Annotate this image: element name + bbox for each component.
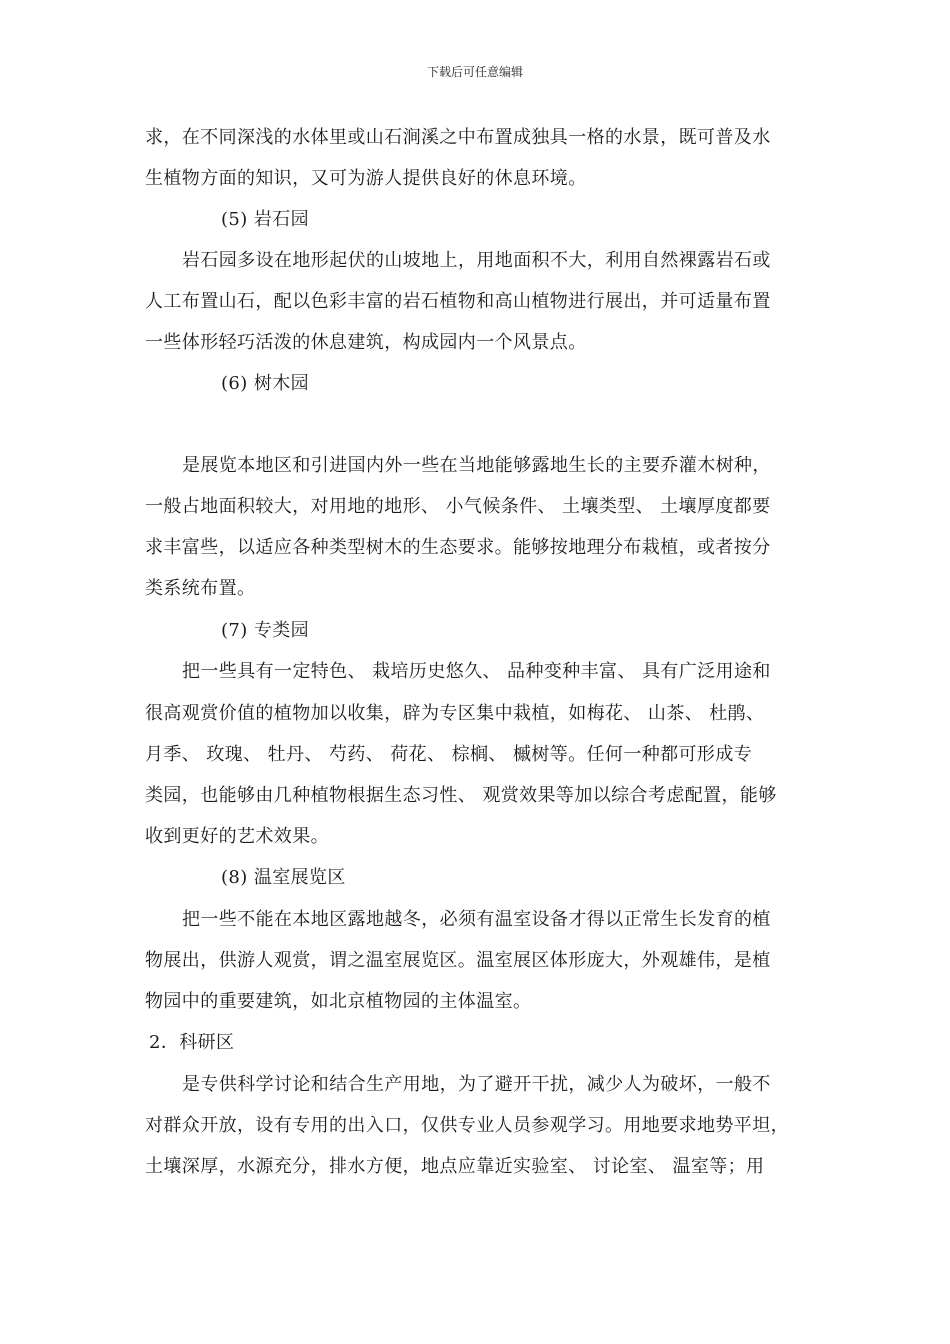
section-heading-rock-garden: (5) 岩石园 bbox=[221, 209, 310, 230]
body-line: 是专供科学讨论和结合生产用地，为了避开干扰，减少人为破坏，一般不 bbox=[182, 1074, 771, 1095]
body-line: 生植物方面的知识，又可为游人提供良好的休息环境。 bbox=[145, 168, 587, 189]
body-line: 求，在不同深浅的水体里或山石涧溪之中布置成独具一格的水景，既可普及水 bbox=[145, 127, 771, 148]
body-line: 是展览本地区和引进国内外一些在当地能够露地生长的主要乔灌木树种， bbox=[182, 455, 771, 476]
body-line: 物展出，供游人观赏，谓之温室展览区。温室展区体形庞大，外观雄伟，是植 bbox=[145, 950, 771, 971]
body-line: 求丰富些，以适应各种类型树木的生态要求。能够按地理分布栽植，或者按分 bbox=[145, 537, 771, 558]
body-line: 把一些不能在本地区露地越冬，必须有温室设备才得以正常生长发育的植 bbox=[182, 909, 771, 930]
section-heading-greenhouse: (8) 温室展览区 bbox=[221, 867, 346, 888]
body-line: 对群众开放，设有专用的出入口，仅供专业人员参观学习。用地要求地势平坦， bbox=[145, 1115, 789, 1136]
body-line: 一些体形轻巧活泼的休息建筑，构成园内一个风景点。 bbox=[145, 332, 587, 353]
body-line: 很高观赏价值的植物加以收集，辟为专区集中栽植，如梅花、 山茶、 杜鹃、 bbox=[145, 703, 765, 724]
section-heading-arboretum: (6) 树木园 bbox=[221, 373, 310, 394]
body-line: 类园，也能够由几种植物根据生态习性、 观赏效果等加以综合考虑配置，能够 bbox=[145, 785, 777, 806]
body-line: 人工布置山石，配以色彩丰富的岩石植物和高山植物进行展出，并可适量布置 bbox=[145, 291, 771, 312]
body-line: 月季、 玫瑰、 牡丹、 芍药、 荷花、 棕榈、 槭树等。任何一种都可形成专 bbox=[145, 744, 753, 765]
body-line: 类系统布置。 bbox=[145, 578, 256, 599]
section-heading-research-area: 2．科研区 bbox=[149, 1032, 235, 1053]
body-line: 岩石园多设在地形起伏的山坡地上，用地面积不大，利用自然裸露岩石或 bbox=[182, 250, 771, 271]
section-heading-specialty-garden: (7) 专类园 bbox=[221, 620, 310, 641]
page-header: 下载后可任意编辑 bbox=[426, 65, 523, 79]
body-line: 把一些具有一定特色、 栽培历史悠久、 品种变种丰富、 具有广泛用途和 bbox=[182, 661, 771, 682]
body-line: 一般占地面积较大，对用地的地形、 小气候条件、 土壤类型、 土壤厚度都要 bbox=[145, 496, 771, 517]
body-line: 物园中的重要建筑，如北京植物园的主体温室。 bbox=[145, 991, 532, 1012]
body-line: 土壤深厚，水源充分，排水方便，地点应靠近实验室、 讨论室、 温室等；用 bbox=[145, 1156, 765, 1177]
body-line: 收到更好的艺术效果。 bbox=[145, 826, 329, 847]
